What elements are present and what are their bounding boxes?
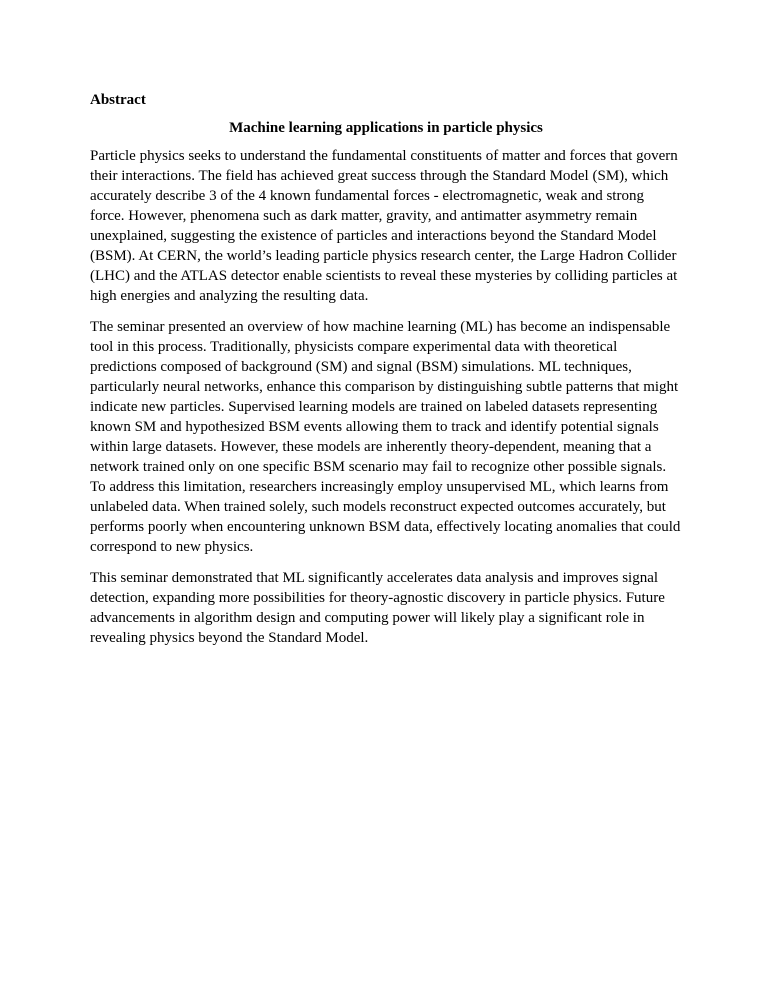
document-title: Machine learning applications in particle physics	[229, 120, 543, 136]
document-page	[90, 90, 682, 659]
paragraph-intro: Particle physics seeks to understand the fundamental constituents of matter and forces that govern their interactions. The field has achieved great success through the Standard Model (SM), which accurately describe 3 of the 4 known fundamental forces - electromagnetic, weak and strong force. However, phenomena such as dark matter, gravity, and antimatter asymmetry remain unexplained, suggesting the existence of particles and interactions beyond the Standard Model (BSM). At CERN, the world’s leading particle physics research center, the Large Hadron Collider (LHC) and the ATLAS detector enable scientists to reveal these mysteries by colliding particles at high energies and analyzing the resulting data.	[90, 148, 678, 304]
abstract-heading: Abstract	[90, 92, 146, 108]
paragraph-seminar-overview: The seminar presented an overview of how machine learning (ML) has become an indispensable tool in this process. Traditionally, physicists compare experimental data with theoretical predictions composed of background (SM) and signal (BSM) simulations. ML techniques, particularly neural networks, enhance this comparison by distinguishing subtle patterns that might indicate new particles. Supervised learning models are trained on labeled datasets representing known SM and hypothesized BSM events allowing them to track and identify potential signals within large datasets. However, these models are inherently theory-dependent, meaning that a network trained only on one specific BSM scenario may fail to recognize other possible signals. To address this limitation, researchers increasingly employ unsupervised ML, which learns from unlabeled data. When trained solely, such models reconstruct expected outcomes accurately, but performs poorly when encountering unknown BSM data, effectively locating anomalies that could correspond to new physics.	[90, 319, 681, 555]
paragraph-conclusion: This seminar demonstrated that ML significantly accelerates data analysis and improves signal detection, expanding more possibilities for theory-agnostic discovery in particle physics. Future advancements in algorithm design and computing power will likely play a significant role in revealing physics beyond the Standard Model.	[90, 570, 665, 646]
